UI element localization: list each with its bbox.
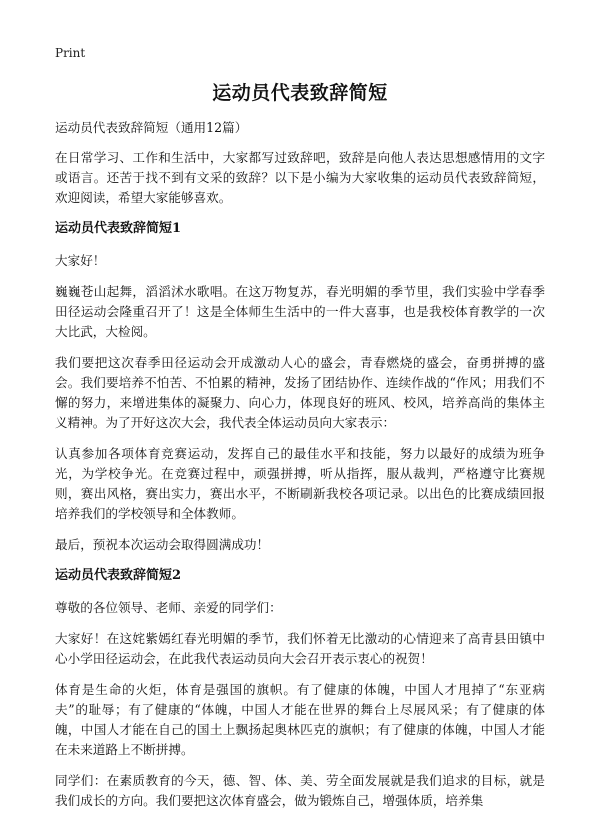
body-paragraph: 巍巍苍山起舞，滔滔沭水歌唱。在这万物复苏，春光明媚的季节里，我们实验中学春季田径运动会隆重召开了！这是全体师生生活中的一件大喜事，也是我校体育教学的一次大比武，大检阅。 <box>55 284 545 339</box>
body-paragraph: 认真参加各项体育竞赛运动，发挥自己的最佳水平和技能，努力以最好的成绩为班争光，为学校争光。在竞赛过程中，顽强拼搏，听从指挥，服从裁判，严格遵守比赛规则，赛出风格，赛出实力，赛出水平，不断刷新我校各项记录。以出色的比赛成绩回报培养我们的学校领导和全体教师。 <box>55 446 545 521</box>
section-heading-2: 运动员代表致辞简短2 <box>55 568 182 583</box>
body-paragraph: 体育是生命的火炬，体育是强国的旗帜。有了健康的体魄，中国人才甩掉了“东亚病夫”的耻辱；有了健康的“体魄，中国人才能在世界的舞台上尽展风采；有了健康的体魄，中国人才能在自己的国土上飘扬起奥林匹克的旗帜；有了健康的体魄，中国人才能在未来道路上不断拼搏。 <box>55 682 545 757</box>
body-paragraph: 大家好！在这姹紫嫣红春光明媚的季节，我们怀着无比激动的心情迎来了高青县田镇中心小学田径运动会，在此我代表运动员向大会召开表示衷心的祝贺！ <box>55 631 545 666</box>
closing-paragraph: 最后，预祝本次运动会取得圆满成功！ <box>55 537 270 552</box>
greeting-paragraph: 大家好！ <box>55 253 106 268</box>
intro-paragraph: 在日常学习、工作和生活中，大家都写过致辞吧，致辞是向他人表达思想感情用的文字或语言。还苦于找不到有文采的致辞？以下是小编为大家收集的运动员代表致辞简短，欢迎阅读，希望大家能够喜欢。 <box>55 150 545 205</box>
page-title: 运动员代表致辞简短 <box>212 82 388 104</box>
body-paragraph: 同学们：在素质教育的今天，德、智、体、美、劳全面发展就是我们追求的目标，就是我们成长的方向。我们要把这次体育盛会，做为锻炼自己，增强体质，培养集 <box>55 773 545 808</box>
body-paragraph: 我们要把这次春季田径运动会开成激动人心的盛会，青春燃烧的盛会，奋勇拼搏的盛会。我们要培养不怕苦、不怕累的精神，发扬了团结协作、连续作战的“作风；用我们不懈的努力，来增进集体的凝聚力、向心力，体现良好的班风、校风，培养高尚的集体主义精神。为了开好这次大会，我代表全体运动员向大家表示： <box>55 355 545 430</box>
greeting-paragraph: 尊敬的各位领导、老师、亲爱的同学们： <box>55 600 282 615</box>
print-link[interactable]: Print <box>55 46 86 60</box>
document-subtitle: 运动员代表致辞简短（通用12篇） <box>55 120 248 135</box>
article-body <box>55 118 545 822</box>
section-heading-1: 运动员代表致辞简短1 <box>55 221 182 236</box>
